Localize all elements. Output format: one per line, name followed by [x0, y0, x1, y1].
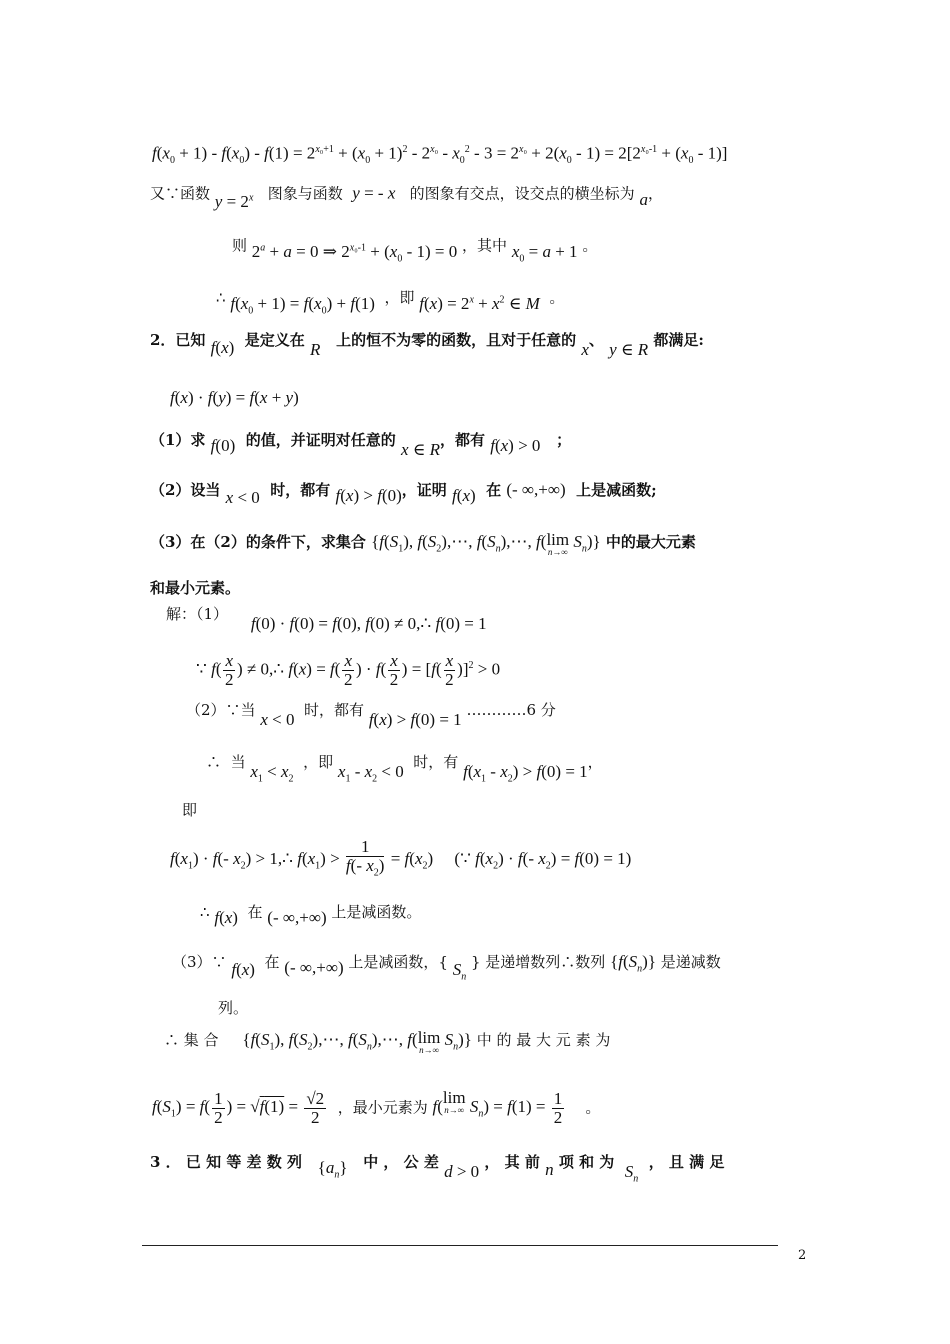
- text-fragment: 时，都有: [270, 481, 331, 499]
- page-number: 2: [798, 1248, 807, 1263]
- text-fragment: ∴ 集 合: [164, 1031, 219, 1049]
- text-fragment: 3 ． 已 知 等 差 数 列: [150, 1153, 302, 1171]
- text-fragment: 都满足:: [653, 331, 704, 349]
- text-fragment: …………6 分: [466, 701, 556, 719]
- equation-line-1: $f(x_0 + 1) - f(x_0) - f(1) = 2^{x_0+1} + (x_0 + 1)^2 - 2^{x_0} - x_0^2 - 3 = 2^{x_0} + 2(x_0 - 1) = 2[2^{x_0-1} + (x_0 - 1)]$: [152, 143, 728, 167]
- text-fragment: 的值，并证明对任意的: [245, 431, 396, 449]
- text-fragment: ，: [587, 753, 603, 771]
- text-fragment: 上是减函数，{: [348, 953, 448, 971]
- problem-3-statement: 3 ． 已 知 等 差 数 列 $\{a_n\}$ 中 ， 公 差 d > 0 ， 其 前 n 项 和 为 $S_n$ ， 且 满 足: [150, 1153, 725, 1185]
- text-fragment: 项 和 为: [558, 1153, 615, 1171]
- text-fragment: ，证明: [401, 481, 447, 499]
- text-fragment: 是递减数: [660, 953, 721, 971]
- text-fragment: } 是递增数列∴数列: [471, 953, 606, 971]
- text-fragment: 图象与函数: [267, 184, 343, 203]
- solution-part-1-eq: ∵ f( $\frac{x}{2}$ ) ≠ 0,∴ f(x) = f( $\frac{x}{2}$ ) · f( $\frac{x}{2}$ ) = [f( $\frac{x}{2}$ )]$^2$ > 0: [196, 651, 501, 689]
- text-fragment: 。: [582, 236, 598, 255]
- solution-max-min: $f(S_1) = f$( $\frac{1}{2}$ ) = √f(1) = $\frac{√2}{2}$ ，最小元素为 f( lim n→∞ $S_n) = f(1)$ = $\frac{1}{2}$ 。: [152, 1088, 601, 1127]
- text-fragment: ∴: [200, 903, 210, 921]
- solution-inequality: $f(x_1) \cdot f(-$ $x_2$) > 1,∴ $f(x_1)$ > $\frac{1}{f(- x_2)}$ = $f(x_2)$ (∵ $f(x_2) \cdot f(-$ $x_2) = f(0) = 1$): [170, 837, 632, 879]
- solution-part-3-cont: [218, 998, 248, 1018]
- text-fragment: 在: [486, 481, 502, 499]
- text-line-4: ∴ $f(x_0 + 1) = f(x_0) + f(1)$ ，即 $f(x) = 2^x + x^2$ ∈ M 。: [216, 288, 565, 317]
- functional-equation: f(x) · f(y) = f(x + y): [170, 388, 299, 407]
- text-fragment: ， 且 满 足: [648, 1153, 725, 1171]
- text-line-2: 又∵函数 $y = 2^x$ 图象与函数 y = - x 的图象有交点，设交点的横坐标为 a，: [150, 183, 663, 211]
- text-fragment: （3）∵: [172, 953, 227, 971]
- solution-part-2-line2: ∴ 当 $x_1 < x_2$ ，即 $x_1 - x_2 < 0$ 时，有 $f(x_1 - x_2) > f(0) = 1$，: [206, 753, 603, 785]
- text-fragment: 上是减函数。: [331, 903, 422, 921]
- problem-2-statement: 2．已知 f(x) 是定义在 R 上的恒不为零的函数，且对于任意的 x、 y ∈ R 都满足:: [150, 331, 704, 359]
- text-fragment: 中的最大元素: [605, 533, 696, 551]
- text-fragment: 时，有: [413, 753, 459, 771]
- text-fragment: 在: [264, 953, 280, 971]
- text-fragment: 又∵函数: [150, 184, 211, 203]
- text-fragment: 。: [585, 1098, 601, 1117]
- text-fragment: 时，都有: [304, 701, 365, 719]
- because-symbol: ∵: [196, 659, 207, 679]
- text-fragment: 上的恒不为零的函数，且对于任意的: [336, 331, 577, 349]
- text-fragment: ， 其 前: [484, 1153, 540, 1171]
- solution-set: ∴ 集 合 {$f(S_1)$, $f(S_2),\cdots$, $f(S_n),\cdots$, f( lim n→∞ $S_n$)} 中 的 最 大 元 素 为: [164, 1028, 611, 1055]
- solution-part-2: （2）∵当 x < 0 时，都有 f(x) > f(0) = 1 …………6 分: [186, 701, 556, 729]
- solution-ji: [182, 800, 197, 820]
- question-3: （3）在（2）的条件下，求集合 {$f(S_1)$, $f(S_2),\cdots$, $f(S_n),\cdots$, f( lim n→∞ $S_n$)} 中的最大元素: [150, 530, 696, 557]
- question-1: （1）求 f(0) 的值，并证明对任意的 x ∈ R，都有 f(x) > 0 ；: [150, 431, 572, 459]
- solution-part-3: （3）∵ f(x) 在 (- ∞,+∞) 上是减函数，{ $S_n$ } 是递增数列∴数列 $\{f(S_n)\}$ 是递减数: [172, 952, 721, 983]
- footer-rule: [142, 1245, 778, 1246]
- text-fragment: 和最小元素。: [150, 579, 241, 597]
- text-fragment: 2．已知: [150, 331, 206, 349]
- question-2: （2）设当 x < 0 时，都有 f(x) > f(0)，证明 f(x) 在 (- ∞,+∞) 上是减函数;: [150, 480, 657, 507]
- question-3-cont: [150, 578, 240, 598]
- text-fragment: ，即: [384, 288, 415, 307]
- text-fragment: ，其中: [462, 236, 508, 255]
- text-fragment: 即: [182, 801, 198, 819]
- text-fragment: ；: [556, 431, 572, 449]
- text-fragment: ∴: [206, 753, 222, 771]
- text-fragment: 当: [230, 753, 246, 771]
- text-fragment: ，即: [303, 753, 334, 771]
- text-fragment: 、: [588, 331, 604, 349]
- text-fragment: （3）在（2）的条件下，求集合: [150, 533, 366, 551]
- text-fragment: （2）设当: [150, 481, 221, 499]
- text-fragment: ，最小元素为: [337, 1098, 428, 1117]
- text-fragment: 。: [549, 288, 565, 307]
- text-fragment: 解：（1）: [166, 605, 229, 623]
- text-fragment: ∴: [216, 288, 226, 307]
- text-fragment: （1）求: [150, 431, 206, 449]
- text-fragment: （2）∵当: [186, 701, 256, 719]
- text-fragment: 列。: [218, 999, 249, 1017]
- text-fragment: ，: [647, 184, 663, 203]
- solution-part-1: 解：（1） f(0) · f(0) = f(0), f(0) ≠ 0,∴ f(0) = 1: [166, 605, 487, 633]
- solution-decreasing: ∴ f(x) 在 (- ∞,+∞) 上是减函数。: [200, 903, 422, 927]
- text-fragment: 上是减函数;: [576, 481, 657, 499]
- text-fragment: 则: [232, 236, 248, 255]
- text-fragment: 在: [247, 903, 263, 921]
- text-fragment: 是定义在: [244, 331, 305, 349]
- text-fragment: 的图象有交点，设交点的横坐标为: [409, 184, 635, 203]
- text-line-3: 则 $2^a + a = 0$ ⇒ $2^{x_0-1} + (x_0 - 1) = 0$ ，其中 $x_0 = a + 1$ 。: [232, 236, 598, 265]
- text-fragment: 中 ， 公 差: [363, 1153, 439, 1171]
- text-fragment: ，都有: [439, 431, 485, 449]
- text-fragment: 中 的 最 大 元 素 为: [476, 1031, 611, 1049]
